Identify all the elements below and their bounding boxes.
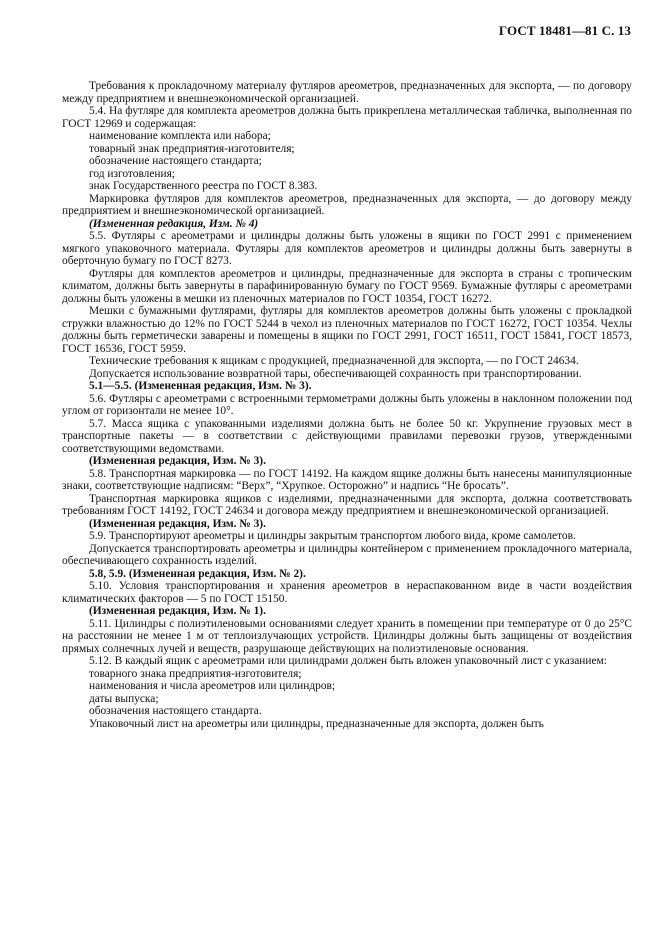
paragraph: товарного знака предприятия-изготовителя; [89, 667, 302, 680]
paragraph: товарный знак предприятия-изготовителя; [89, 142, 295, 155]
page-header: ГОСТ 18481—81 С. 13 [498, 23, 631, 38]
paragraph: даты выпуска; [89, 692, 159, 705]
paragraph: (Измененная редакция, Изм. № 4) [89, 217, 259, 230]
paragraph: Мешки с бумажными футлярами, футляры для комплектов ареометров должны быть уложены с прокладкой стружки влажностью до 12% по ГОСТ 5244 в чехол из пленочных материалов по ГОСТ 16272, ГОСТ 10354. Чехлы должны быть герметически заварены и помещены в ящики по ГОСТ 2991, ГОСТ 16511, ГОСТ 15841, ГОСТ 18573, ГОСТ 16536, ГОСТ 5959. [62, 305, 632, 355]
paragraph: 5.10. Условия транспортирования и хранения ареометров в нераспакованном виде в части воздействия климатических факторов — 5 по ГОСТ 15150. [62, 580, 632, 605]
paragraph: 5.11. Цилиндры с полиэтиленовыми основаниями следует хранить в помещении при температуре от 0 до 25°C на расстоянии не менее 1 м от теплоизлучающих устройств. Цилиндры должны быть защищены от воздействия прямых солнечных лучей и веществ, разрушающе действующих на полиэтиленовые основания. [62, 617, 632, 655]
paragraph: обозначения настоящего стандарта. [89, 705, 262, 717]
paragraph: Допускается использование возвратной тары, обеспечивающей сохранность при транспортировании. [89, 367, 582, 380]
paragraph: 5.1—5.5. (Измененная редакция, Изм. № 3). [89, 380, 312, 392]
paragraph: Футляры для комплектов ареометров и цилиндры, предназначенные для экспорта в страны с тропическим климатом, должны быть завернуты в парафинированную бумагу по ГОСТ 9569. Бумажные футляры с ареометрами должны быть уложены в мешки из пленочных материалов по ГОСТ 10354, ГОСТ 16272. [62, 267, 632, 305]
paragraph: 5.8. Транспортная маркировка — по ГОСТ 14192. На каждом ящике должны быть нанесены манипуляционные знаки, соответствующие надписям: “Верх”, “Хрупкое. Осторожно” и надпись “Не бросать”. [62, 467, 632, 492]
paragraph: знак Государственного реестра по ГОСТ 8.383. [89, 180, 318, 192]
paragraph: Транспортная маркировка ящиков с изделиями, предназначенными для экспорта, должна соответствовать требованиям ГОСТ 14192, ГОСТ 24634 и договора между предприятием и внешнеэкономической организацией. [62, 492, 632, 517]
paragraph: Маркировка футляров для комплектов ареометров, предназначенных для экспорта, — до договору между предприятием и внешнеэкономической организацией. [62, 192, 632, 217]
document-body [62, 80, 632, 730]
paragraph: наименование комплекта или набора; [89, 130, 271, 142]
paragraph: (Измененная редакция, Изм. № 3). [89, 455, 266, 467]
paragraph: 5.6. Футляры с ареометрами с встроенными термометрами должны быть уложены в наклонном положении под углом от горизонтали не менее 10°. [62, 392, 632, 417]
paragraph: наименования и числа ареометров или цилиндров; [89, 680, 336, 692]
paragraph: Требования к прокладочному материалу футляров ареометров, предназначенных для экспорта, — по договору между предприятием и внешнеэкономической организацией. [62, 80, 632, 105]
paragraph: 5.9. Транспортируют ареометры и цилиндры закрытым транспортом любого вида, кроме самолетов. [89, 530, 576, 542]
paragraph: (Измененная редакция, Изм. № 3). [89, 517, 266, 530]
paragraph: Упаковочный лист на ареометры или цилиндры, предназначенные для экспорта, должен быть [89, 717, 544, 730]
paragraph: Допускается транспортировать ареометры и цилиндры контейнером с применением прокладочного материала, обеспечивающего сохранность изделий. [62, 542, 632, 567]
paragraph: 5.4. На футляре для комплекта ареометров должна быть прикреплена металлическая табличка, выполненная по ГОСТ 12969 и содержащая: [62, 105, 632, 130]
paragraph: 5.8, 5.9. (Измененная редакция, Изм. № 2). [89, 567, 306, 580]
paragraph: 5.7. Масса ящика с упакованными изделиями должна быть не более 50 кг. Укрупнение грузовых мест в транспортные пакеты — в соответствии с действующими правилами перевозки грузов, утвержденными соответствующими ведомствами. [62, 417, 632, 455]
paragraph: 5.5. Футляры с ареометрами и цилиндры должны быть уложены в ящики по ГОСТ 2991 с применением мягкого упаковочного материала. Футляры для комплектов ареометров и цилиндры должны быть завернуты в оберточную бумагу по ГОСТ 8273. [62, 230, 632, 267]
paragraph: Технические требования к ящикам с продукцией, предназначенной для экспорта, — по ГОСТ 24634. [89, 355, 579, 367]
paragraph: обозначение настоящего стандарта; [89, 155, 262, 167]
paragraph: 5.12. В каждый ящик с ареометрами или цилиндрами должен быть вложен упаковочный лист с указанием: [89, 655, 607, 667]
paragraph: (Измененная редакция, Изм. № 1). [89, 605, 266, 617]
paragraph: год изготовления; [89, 167, 176, 180]
